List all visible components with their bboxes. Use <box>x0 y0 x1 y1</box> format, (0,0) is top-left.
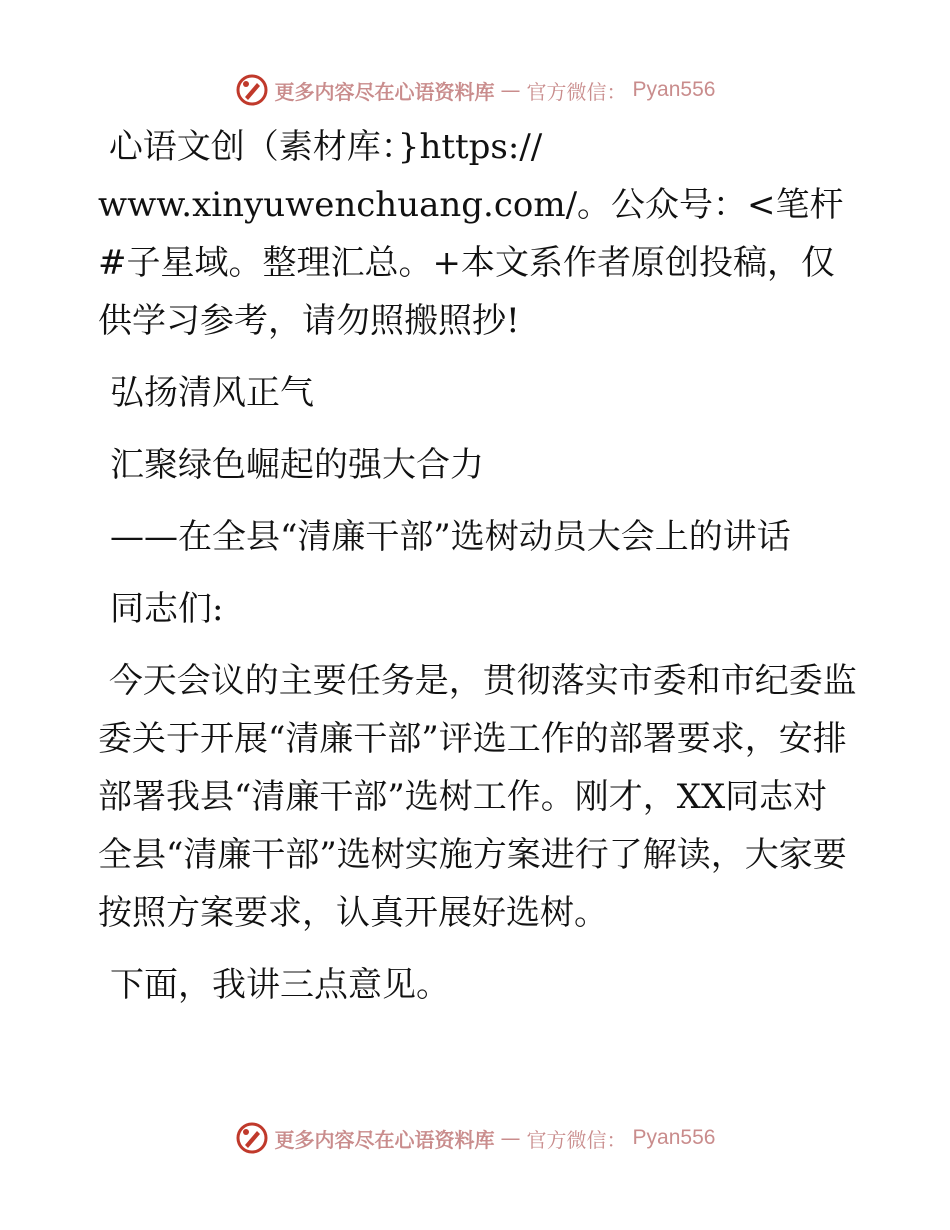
watermark-header <box>0 70 950 110</box>
watermark-sub-text: 官方微信： <box>526 79 627 104</box>
title-line-1: 弘扬清风正气 <box>110 373 314 413</box>
body-paragraph-1: 今天会议的主要任务是，贯彻落实市委和市纪委监委关于开展“清廉干部”评选工作的部署要求，安排部署我县“清廉干部”选树工作。刚才，XX同志对全县“清廉干部”选树实施方案进行了解读，大家要按照方案要求，认真开展好选树。 <box>98 661 857 933</box>
watermark-main-text: 更多内容尽在心语资料库 <box>274 1127 495 1152</box>
salutation: 同志们: <box>110 589 224 629</box>
title-line-2: 汇聚绿色崛起的强大合力 <box>110 445 484 485</box>
pen-logo-icon <box>235 73 269 107</box>
watermark-dash: — <box>500 78 521 102</box>
watermark-handle: Pyan556 <box>632 78 716 101</box>
watermark-sub-text: 官方微信： <box>526 1127 627 1152</box>
watermark-footer <box>0 1118 950 1158</box>
document-body <box>98 118 858 1028</box>
body-paragraph-2: 下面，我讲三点意见。 <box>110 965 450 1005</box>
pen-logo-icon <box>235 1121 269 1155</box>
watermark-handle: Pyan556 <box>632 1126 716 1149</box>
watermark-main-text: 更多内容尽在心语资料库 <box>274 79 495 104</box>
watermark-dash: — <box>500 1126 521 1150</box>
intro-paragraph: 心语文创（素材库：}https:// www.xinyuwenchuang.com/。公众号：<笔杆#子星域。整理汇总。+本文系作者原创投稿，仅供学习参考，请勿照搬照抄! <box>98 127 844 341</box>
subtitle: ——在全县“清廉干部”选树动员大会上的讲话 <box>110 517 791 557</box>
